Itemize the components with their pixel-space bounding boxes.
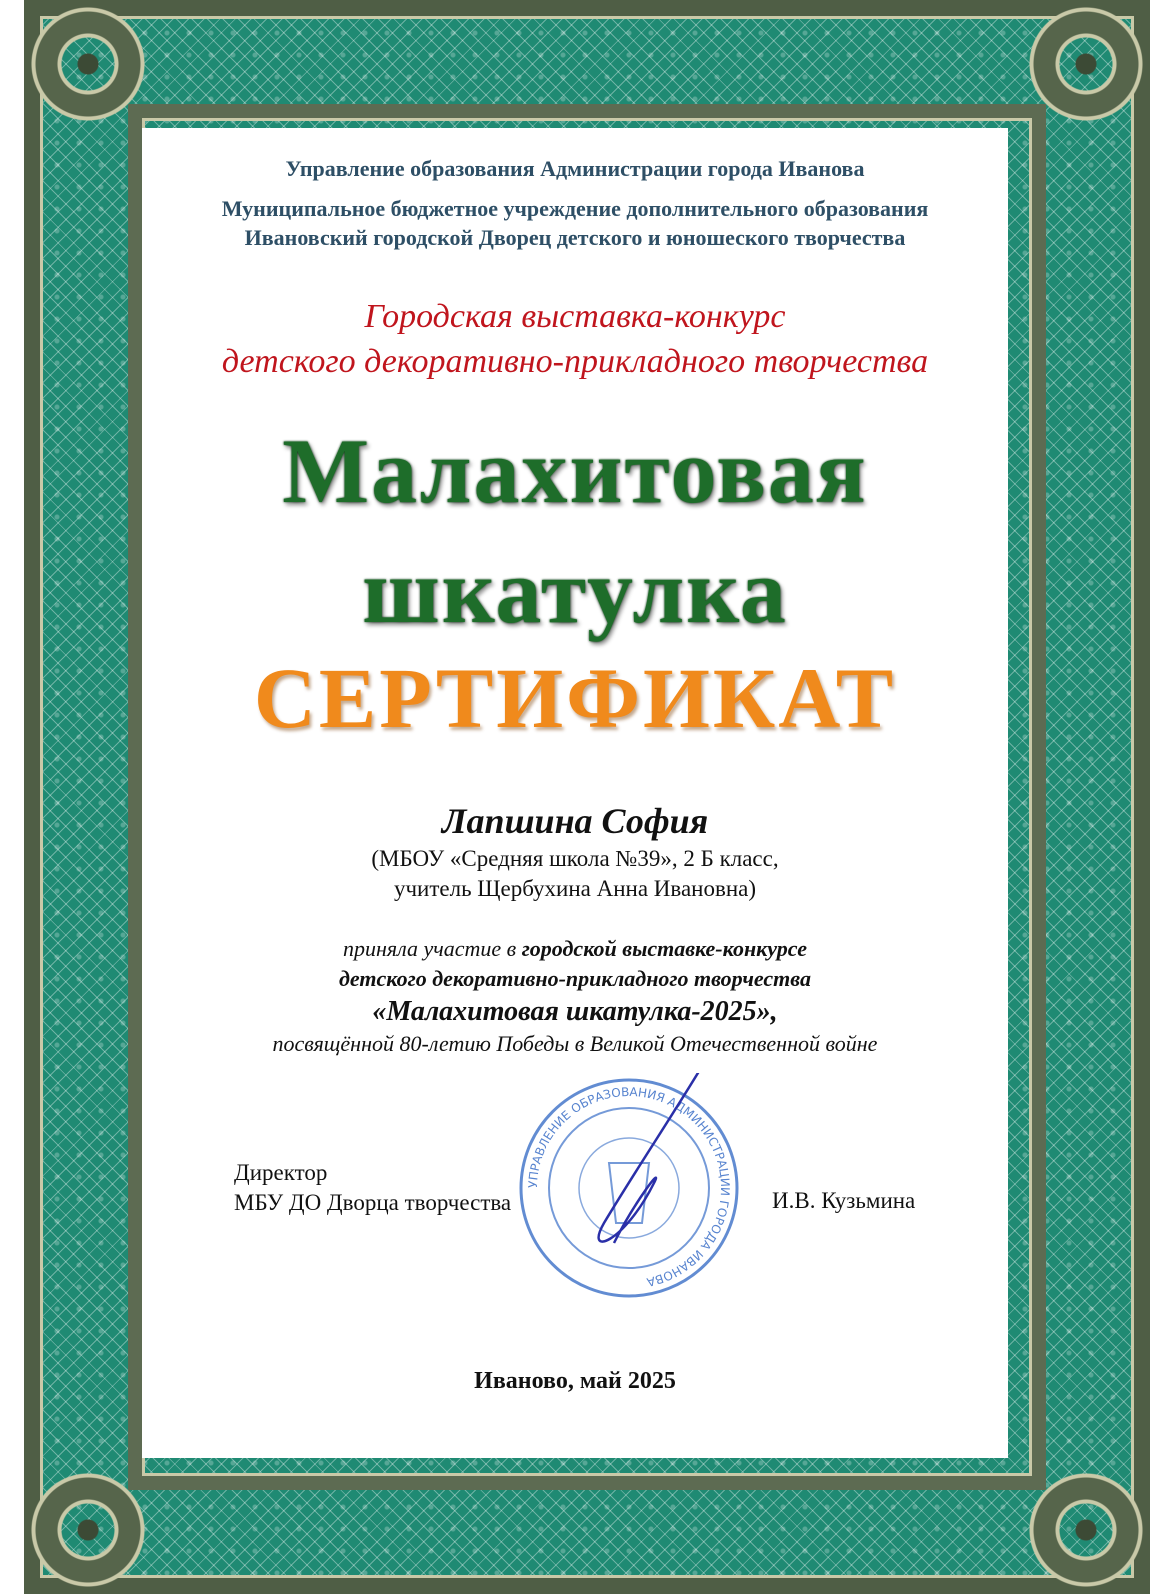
participation-line-3: «Малахитовая шкатулка-2025»,	[372, 996, 778, 1027]
signer-position-line-1: Директор	[234, 1160, 328, 1185]
certificate-heading: СЕРТИФИКАТ	[253, 650, 897, 746]
org-line-3: Ивановский городской Дворец детского и юношеского творчества	[244, 225, 906, 250]
corner-ornament	[24, 1466, 152, 1594]
recipient-name: Лапшина София	[441, 801, 709, 841]
event-line-1: Городская выставка-конкурс	[364, 298, 786, 335]
signer-name: И.В. Кузьмина	[772, 1188, 916, 1213]
signer-position	[234, 1158, 511, 1218]
corner-ornament	[1022, 0, 1150, 128]
participation-line-4: посвящённой 80-летию Победы в Великой Отечественной войне	[272, 1031, 878, 1056]
corner-ornament	[24, 0, 152, 128]
participation-prefix: приняла участие в	[342, 936, 522, 961]
recipient-school-line-1: (МБОУ «Средняя школа №39», 2 Б класс,	[371, 846, 779, 871]
seal-text: УПРАВЛЕНИЕ ОБРАЗОВАНИЯ АДМИНИСТРАЦИИ ГОРОДА ИВАНОВА	[525, 1084, 733, 1290]
participation-event: городской выставке-конкурсе	[521, 936, 808, 961]
signer-position-line-2: МБУ ДО Дворца творчества	[234, 1190, 512, 1215]
org-line-2: Муниципальное бюджетное учреждение дополнительного образования	[221, 196, 929, 221]
title-line-2: шкатулка	[362, 540, 788, 642]
participation-line-2: детского декоративно-прикладного творчества	[339, 966, 811, 991]
event-line-2: детского декоративно-прикладного творчества	[221, 343, 929, 380]
certificate-content	[142, 128, 1008, 1458]
place-and-date: Иваново, май 2025	[474, 1368, 676, 1394]
corner-ornament	[1022, 1466, 1150, 1594]
recipient-school-line-2: учитель Щербухина Анна Ивановна)	[393, 876, 757, 901]
title-line-1: Малахитовая	[282, 420, 868, 522]
participation-line-1	[142, 936, 1008, 962]
org-line-1: Управление образования Администрации города Иванова	[285, 156, 865, 181]
official-seal-stamp	[514, 1073, 744, 1303]
svg-text:УПРАВЛЕНИЕ ОБРАЗОВАНИЯ АДМИНИС	[526, 1085, 732, 1289]
